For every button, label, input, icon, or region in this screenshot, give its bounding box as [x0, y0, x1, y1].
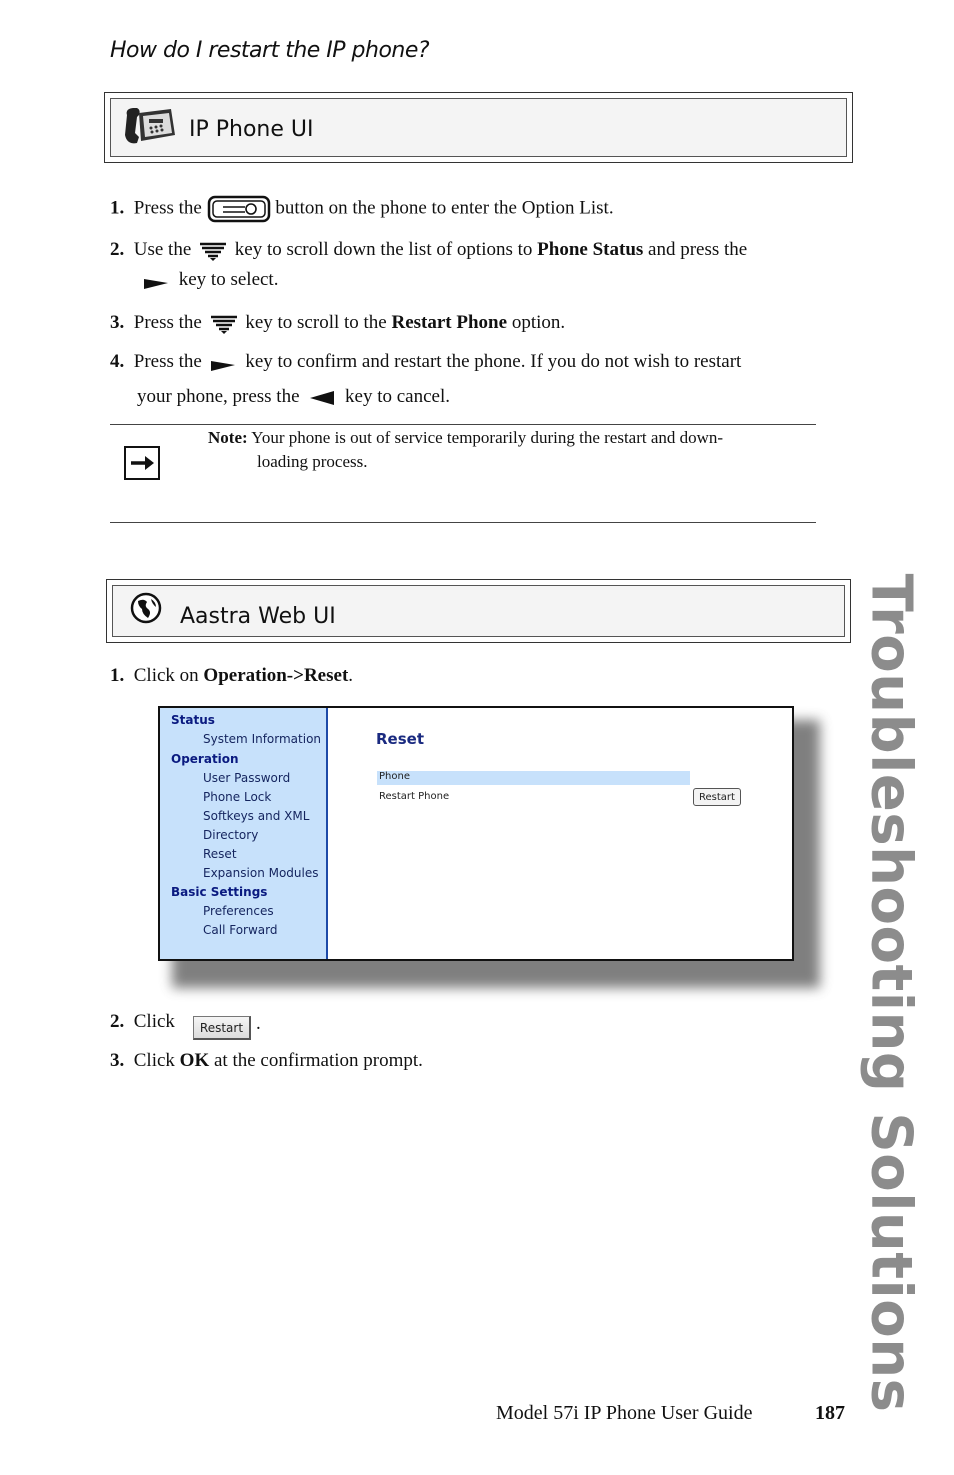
left-arrow-key-icon: [304, 388, 340, 408]
nav-directory[interactable]: Directory: [203, 828, 259, 842]
web-step-2-period: .: [256, 1013, 261, 1034]
down-key-icon: [207, 313, 241, 335]
ip-step-3: 3. Press the key to scroll to the Restart Phone option.: [110, 312, 566, 333]
nav-reset[interactable]: Reset: [203, 847, 237, 861]
note-text-line-2: loading process.: [257, 452, 368, 471]
web-step-3: 3. Click OK at the confirmation prompt.: [110, 1050, 423, 1071]
nav-expansion-modules[interactable]: Expansion Modules: [203, 866, 319, 880]
ip-phone-ui-banner: [104, 92, 853, 163]
arrow-note-icon: [124, 446, 160, 480]
inline-restart-button[interactable]: Restart: [193, 1016, 251, 1040]
phone-icon: [121, 105, 177, 149]
web-ui-screenshot: [158, 706, 794, 961]
nav-preferences[interactable]: Preferences: [203, 904, 274, 918]
restart-phone-label: Restart Phone: [379, 791, 450, 802]
ip-step-1: 1. Press the button on the phone to enter the Option List.: [110, 195, 614, 223]
note-text: Note: Your phone is out of service temporarily during the restart and down-: [208, 428, 724, 447]
ip-step-2-line-2: key to select.: [140, 268, 278, 292]
nav-user-password[interactable]: User Password: [203, 771, 291, 785]
footer-guide-name: Model 57i IP Phone User Guide: [496, 1402, 753, 1424]
restart-button[interactable]: Restart: [693, 788, 741, 806]
nav-status[interactable]: Status: [171, 713, 215, 727]
nav-phone-lock[interactable]: Phone Lock: [203, 790, 272, 804]
phone-section-header: Phone: [377, 771, 690, 785]
web-step-1: 1. Click on Operation->Reset.: [110, 665, 354, 686]
down-key-icon: [196, 240, 230, 262]
note-top-rule: [110, 424, 816, 425]
nav-operation[interactable]: Operation: [171, 752, 239, 766]
nav-basic-settings[interactable]: Basic Settings: [171, 885, 268, 899]
ip-step-2: 2. Use the key to scroll down the list of options to Phone Status and press the: [110, 239, 748, 260]
options-key-icon: [207, 195, 271, 223]
section-heading: How do I restart the IP phone?: [110, 38, 430, 63]
ip-phone-ui-title: IP Phone UI: [189, 117, 314, 142]
reset-page-title: Reset: [376, 730, 424, 748]
aastra-web-ui-banner: [106, 579, 851, 643]
aastra-web-ui-title: Aastra Web UI: [180, 604, 336, 629]
nav-system-information[interactable]: System Information: [203, 732, 322, 746]
footer-page-number: 187: [815, 1402, 845, 1424]
chapter-side-title: Troubleshooting Solutions: [858, 573, 924, 1413]
globe-icon: [130, 592, 162, 624]
nav-call-forward[interactable]: Call Forward: [203, 923, 278, 937]
nav-softkeys-and-xml[interactable]: Softkeys and XML: [203, 809, 310, 823]
web-ui-nav: [160, 708, 328, 959]
ip-step-4: 4. Press the key to confirm and restart the phone. If you do not wish to restart: [110, 351, 742, 372]
right-arrow-key-icon: [140, 271, 174, 291]
note-bottom-rule: [110, 522, 816, 523]
right-arrow-key-icon: [207, 353, 241, 373]
web-step-2: 2. Click: [110, 1011, 175, 1032]
ip-step-4-line-2: your phone, press the key to cancel.: [137, 386, 451, 407]
